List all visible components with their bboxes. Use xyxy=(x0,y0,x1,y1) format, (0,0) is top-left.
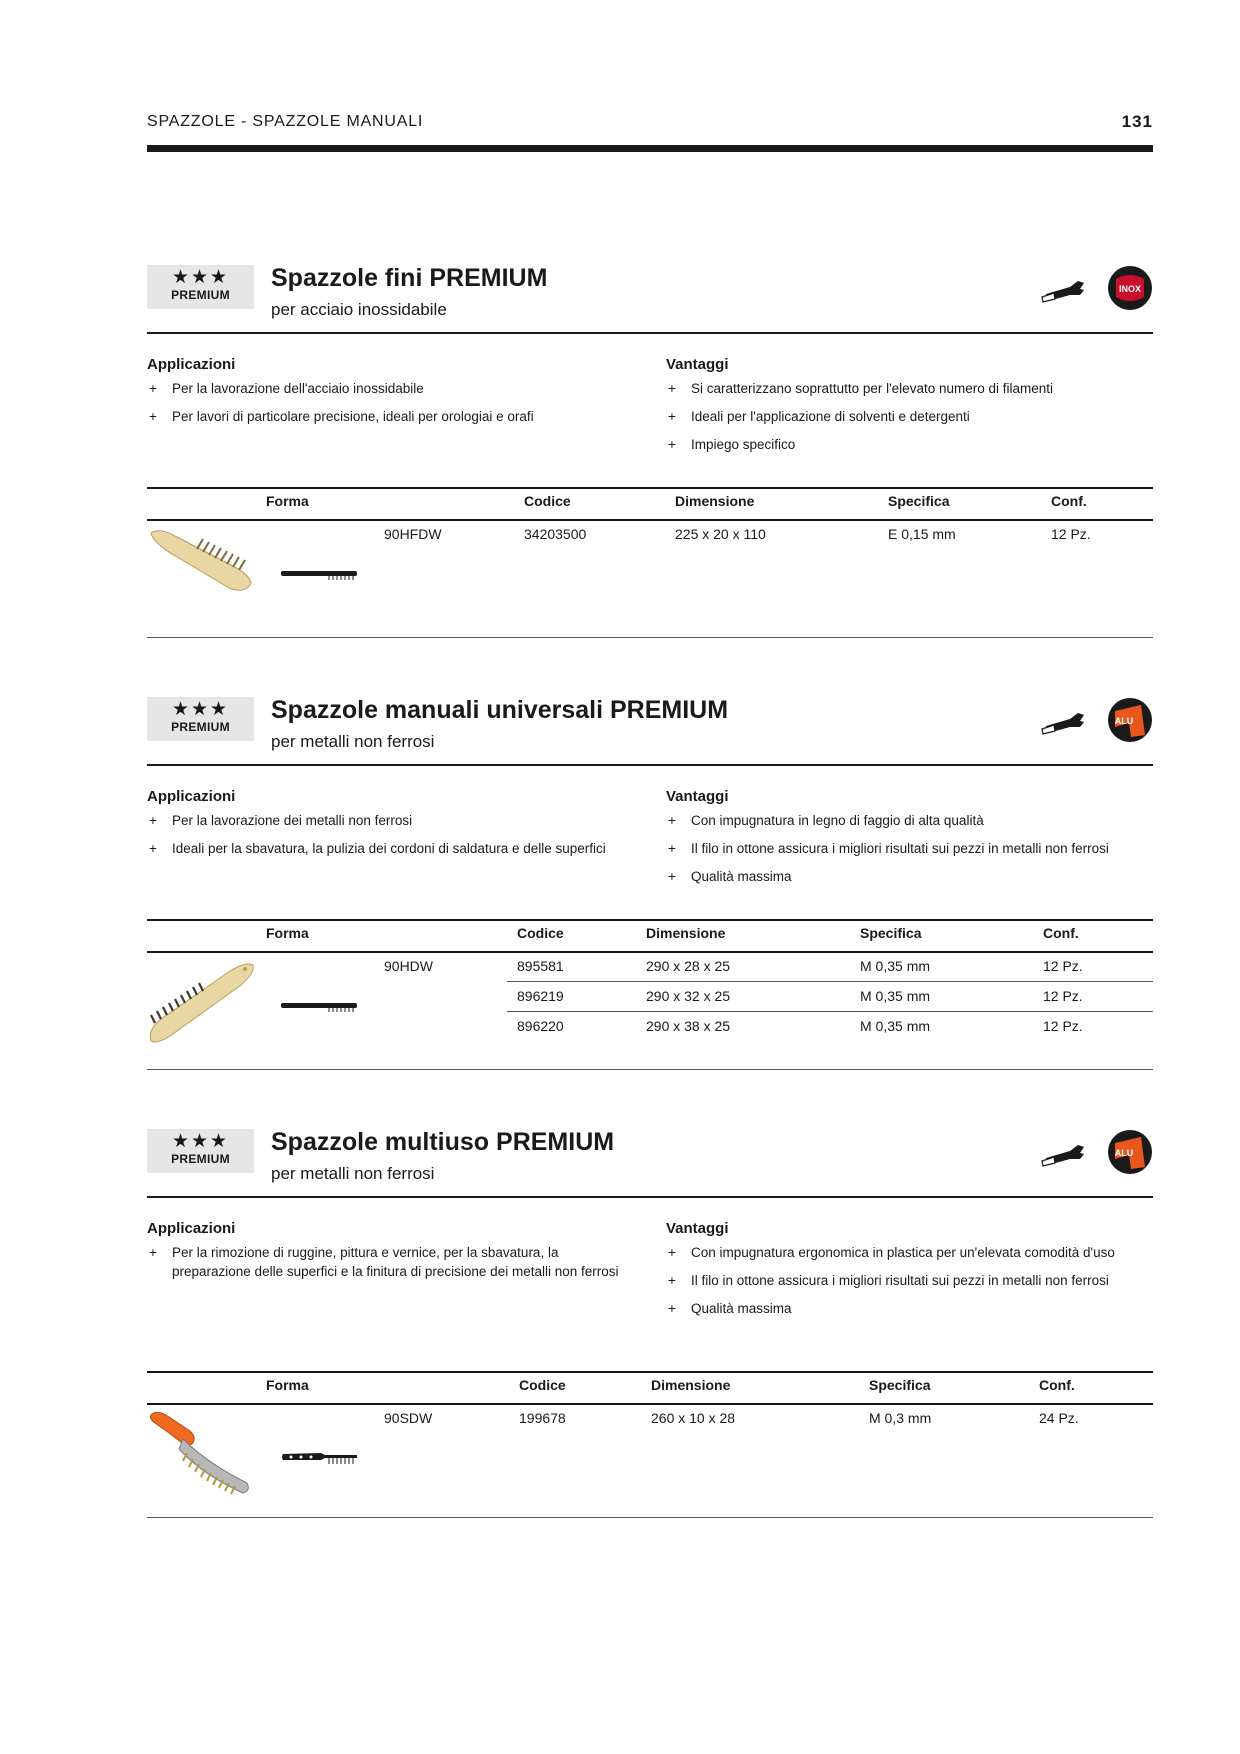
codice-value: 896220 xyxy=(517,1018,564,1034)
conf-value: 24 Pz. xyxy=(1039,1410,1079,1426)
applicazioni-list xyxy=(147,811,657,867)
table-header-rule xyxy=(147,519,1153,521)
stars-icon: ★★★ xyxy=(171,267,230,288)
table-top-rule xyxy=(147,1371,1153,1373)
premium-badge xyxy=(147,1129,254,1173)
forma-value: 90HDW xyxy=(384,958,434,974)
col-header-conf: Conf. xyxy=(1051,493,1087,509)
section-spazzole-universali xyxy=(147,697,1153,1069)
list-item: + Impiego specifico xyxy=(666,435,1153,454)
list-item: + Con impugnatura ergonomica in plastica per un'elevata comodità d'uso xyxy=(666,1243,1153,1262)
section-header-rule xyxy=(147,1196,1153,1198)
section-subtitle: per metalli non ferrosi xyxy=(271,1164,435,1183)
product-image-plastic-brush xyxy=(147,1409,257,1499)
applicazioni-heading: Applicazioni xyxy=(147,356,236,373)
table-bottom-rule xyxy=(147,637,1153,638)
material-icon-text: INOX xyxy=(1118,284,1142,294)
brush-silhouette-icon xyxy=(281,1449,357,1465)
section-spazzole-multiuso xyxy=(147,1129,1153,1519)
section-title: Spazzole manuali universali PREMIUM xyxy=(271,696,729,724)
conf-value: 12 Pz. xyxy=(1043,988,1083,1004)
list-item: + Per la lavorazione dei metalli non ferrosi xyxy=(147,811,657,830)
section-subtitle: per acciaio inossidabile xyxy=(271,300,447,319)
badge-label: PREMIUM xyxy=(171,1152,230,1166)
applicazioni-heading: Applicazioni xyxy=(147,1220,236,1237)
section-title: Spazzole fini PREMIUM xyxy=(271,264,548,292)
col-header-dimensione: Dimensione xyxy=(646,925,726,941)
alu-icon xyxy=(1107,697,1153,743)
dimensione-value: 225 x 20 x 110 xyxy=(675,526,766,542)
material-icon-text: ALU xyxy=(1114,1148,1134,1158)
dimensione-value: 290 x 32 x 25 xyxy=(646,988,731,1004)
hand-brush-icon xyxy=(1040,1139,1086,1169)
vantaggi-list xyxy=(666,811,1153,895)
forma-value: 90SDW xyxy=(384,1410,433,1426)
premium-badge xyxy=(147,265,254,309)
stars-icon: ★★★ xyxy=(171,699,230,720)
col-header-specifica: Specifica xyxy=(888,493,950,509)
conf-value: 12 Pz. xyxy=(1051,526,1091,542)
section-title: Spazzole multiuso PREMIUM xyxy=(271,1128,615,1156)
col-header-codice: Codice xyxy=(517,925,564,941)
list-item: + Si caratterizzano soprattutto per l'elevato numero di filamenti xyxy=(666,379,1153,398)
brush-silhouette-icon xyxy=(281,1001,357,1013)
col-header-forma: Forma xyxy=(266,493,309,509)
vantaggi-list xyxy=(666,379,1153,463)
hand-brush-icon xyxy=(1040,275,1086,305)
col-header-specifica: Specifica xyxy=(860,925,922,941)
table-header-rule xyxy=(147,951,1153,953)
vantaggi-heading: Vantaggi xyxy=(666,788,729,805)
brush-silhouette-icon xyxy=(281,569,357,581)
codice-value: 199678 xyxy=(519,1410,566,1426)
section-header-rule xyxy=(147,764,1153,766)
material-icon-text: ALU xyxy=(1114,716,1134,726)
codice-value: 34203500 xyxy=(524,526,587,542)
specifica-value: M 0,35 mm xyxy=(860,1018,931,1034)
col-header-forma: Forma xyxy=(266,925,309,941)
hand-brush-icon xyxy=(1040,707,1086,737)
specifica-value: E 0,15 mm xyxy=(888,526,956,542)
list-item: + Qualità massima xyxy=(666,867,1153,886)
stars-icon: ★★★ xyxy=(171,1131,230,1152)
col-header-specifica: Specifica xyxy=(869,1377,931,1393)
breadcrumb: SPAZZOLE - SPAZZOLE MANUALI xyxy=(147,113,424,130)
badge-label: PREMIUM xyxy=(171,288,230,302)
conf-value: 12 Pz. xyxy=(1043,958,1083,974)
applicazioni-list xyxy=(147,1243,627,1290)
row-divider xyxy=(507,1011,1153,1012)
specifica-value: M 0,3 mm xyxy=(869,1410,932,1426)
col-header-dimensione: Dimensione xyxy=(675,493,755,509)
list-item: + Per lavori di particolare precisione, ideali per orologiai e orafi xyxy=(147,407,647,426)
forma-value: 90HFDW xyxy=(384,526,442,542)
vantaggi-heading: Vantaggi xyxy=(666,1220,729,1237)
badge-label: PREMIUM xyxy=(171,720,230,734)
list-item: + Per la rimozione di ruggine, pittura e vernice, per la sbavatura, la preparazione delle superfici e la finitura di precisione dei metalli non ferrosi xyxy=(147,1243,627,1281)
list-item: + Ideali per l'applicazione di solventi e detergenti xyxy=(666,407,1153,426)
page-header xyxy=(147,110,1153,152)
col-header-conf: Conf. xyxy=(1043,925,1079,941)
section-subtitle: per metalli non ferrosi xyxy=(271,732,435,751)
row-divider xyxy=(507,981,1153,982)
table-top-rule xyxy=(147,487,1153,489)
table-top-rule xyxy=(147,919,1153,921)
applicazioni-heading: Applicazioni xyxy=(147,788,236,805)
product-image-wood-brush xyxy=(147,957,257,1047)
list-item: + Con impugnatura in legno di faggio di alta qualità xyxy=(666,811,1153,830)
specifica-value: M 0,35 mm xyxy=(860,988,931,1004)
dimensione-value: 290 x 38 x 25 xyxy=(646,1018,731,1034)
table-bottom-rule xyxy=(147,1517,1153,1518)
vantaggi-list xyxy=(666,1243,1153,1327)
dimensione-value: 260 x 10 x 28 xyxy=(651,1410,736,1426)
applicazioni-list xyxy=(147,379,647,435)
dimensione-value: 290 x 28 x 25 xyxy=(646,958,731,974)
table-bottom-rule xyxy=(147,1069,1153,1070)
page-number: 131 xyxy=(1121,112,1153,131)
premium-badge xyxy=(147,697,254,741)
codice-value: 895581 xyxy=(517,958,564,974)
alu-icon xyxy=(1107,1129,1153,1175)
product-image-wood-brush xyxy=(147,525,257,595)
inox-icon xyxy=(1107,265,1153,311)
section-spazzole-fini xyxy=(147,265,1153,637)
col-header-conf: Conf. xyxy=(1039,1377,1075,1393)
list-item: + Il filo in ottone assicura i migliori risultati sui pezzi in metalli non ferrosi xyxy=(666,839,1153,858)
codice-value: 896219 xyxy=(517,988,564,1004)
table-header-rule xyxy=(147,1403,1153,1405)
list-item: + Qualità massima xyxy=(666,1299,1153,1318)
col-header-forma: Forma xyxy=(266,1377,309,1393)
vantaggi-heading: Vantaggi xyxy=(666,356,729,373)
conf-value: 12 Pz. xyxy=(1043,1018,1083,1034)
list-item: + Ideali per la sbavatura, la pulizia dei cordoni di saldatura e delle superfici xyxy=(147,839,657,858)
col-header-codice: Codice xyxy=(519,1377,566,1393)
list-item: + Il filo in ottone assicura i migliori risultati sui pezzi in metalli non ferrosi xyxy=(666,1271,1153,1290)
specifica-value: M 0,35 mm xyxy=(860,958,931,974)
list-item: + Per la lavorazione dell'acciaio inossidabile xyxy=(147,379,647,398)
col-header-codice: Codice xyxy=(524,493,571,509)
col-header-dimensione: Dimensione xyxy=(651,1377,731,1393)
section-header-rule xyxy=(147,332,1153,334)
